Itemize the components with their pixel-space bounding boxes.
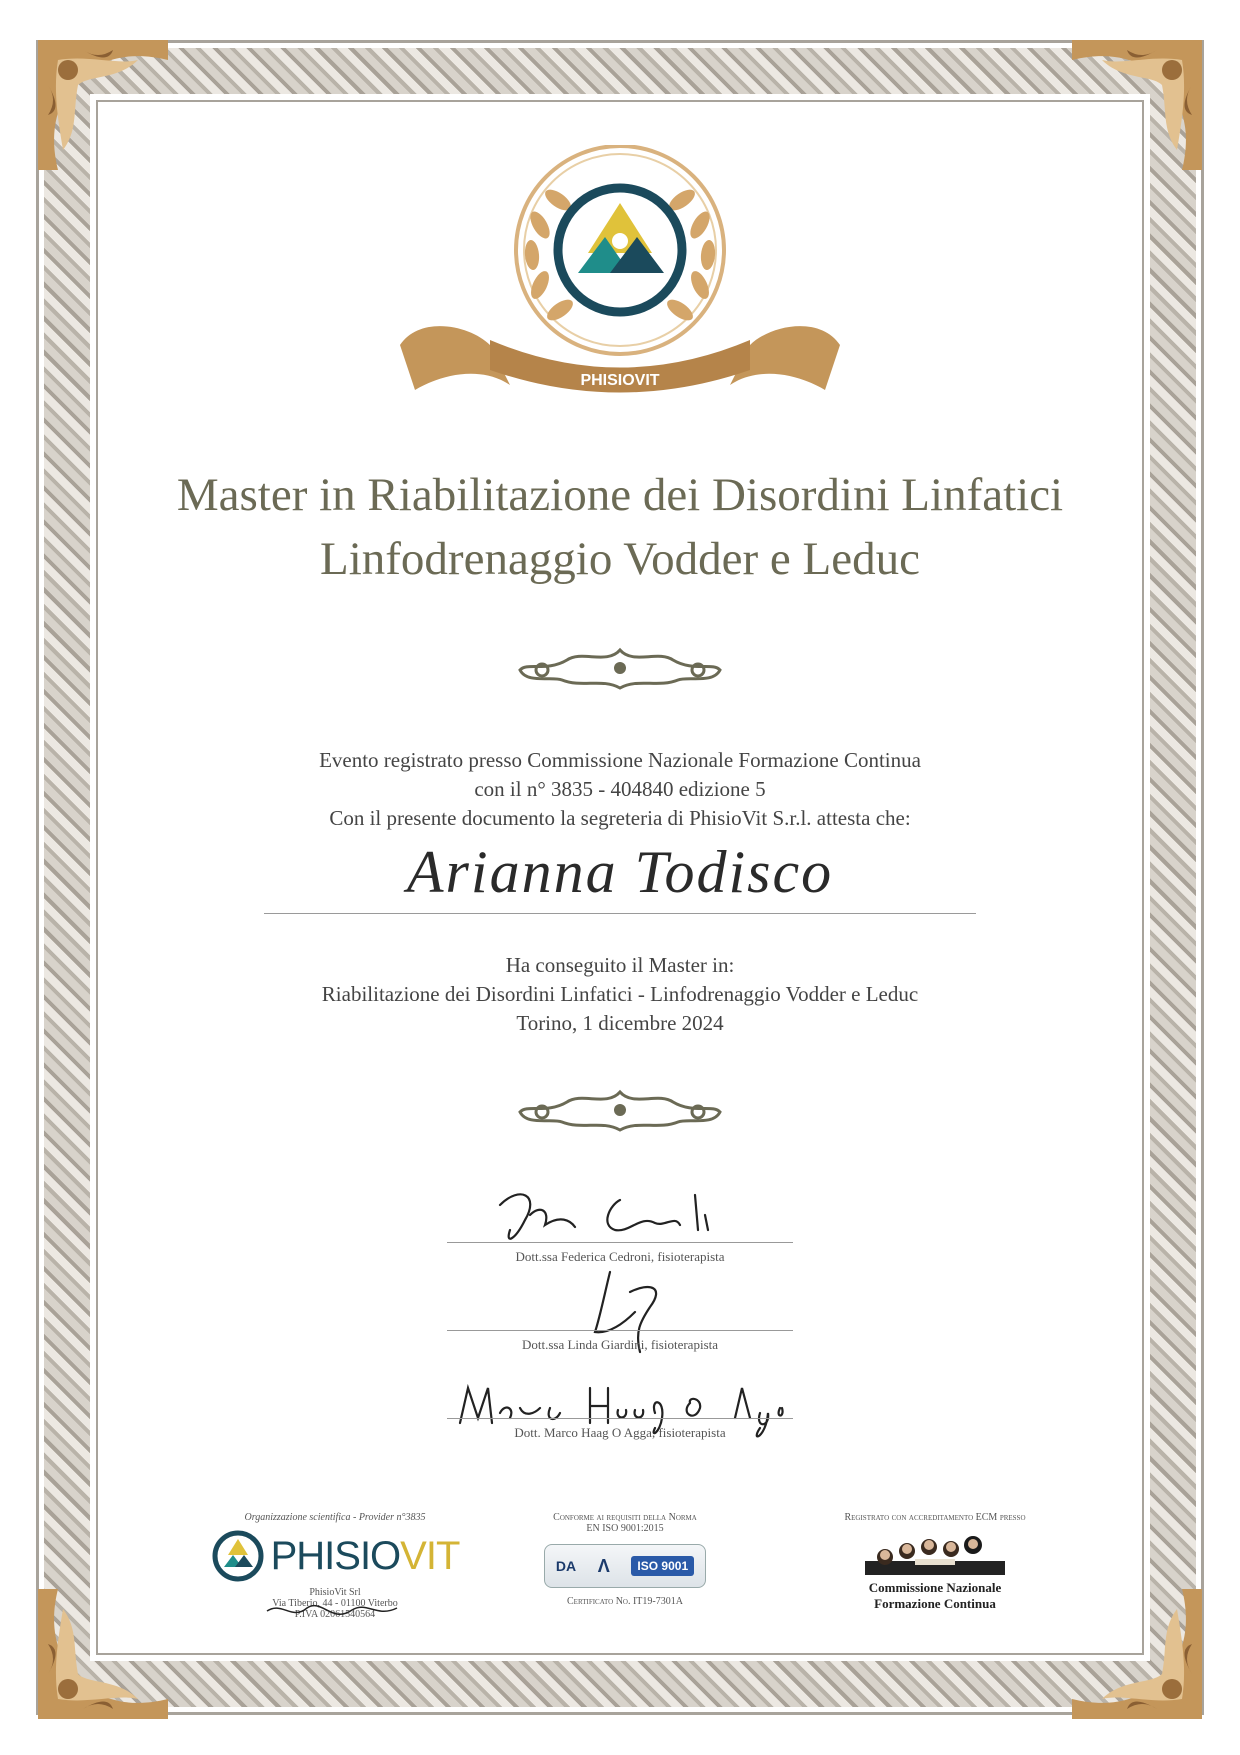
ornamental-divider-icon [512, 1082, 728, 1140]
brand-text: PHISIO [270, 1533, 401, 1578]
iso-badge-text: ISO 9001 [631, 1556, 694, 1576]
signature-line [447, 1330, 793, 1331]
company-name: PhisioVit Srl [309, 1587, 361, 1598]
signatory-name: Dott.ssa Linda Giardini, fisioterapista [521, 1337, 719, 1352]
ecm-org-line2: Formazione Continua [874, 1596, 996, 1611]
accredia-icon: Λ [597, 1555, 610, 1576]
signature-line [447, 1242, 793, 1243]
achievement-line: Riabilitazione dei Disordini Linfatici - Linfodrenaggio Vodder e Leduc [321, 982, 919, 1006]
ecm-painting-icon [865, 1531, 1005, 1575]
registration-line: Evento registrato presso Commissione Nazionale Formazione Continua [319, 748, 921, 772]
signatory-name: Dott.ssa Federica Cedroni, fisioterapista [515, 1249, 725, 1264]
ecm-caption: Registrato con accreditamento ECM presso [844, 1512, 1026, 1523]
corner-ornament-icon [28, 1579, 178, 1729]
certificate-title-line2: Linfodrenaggio Vodder e Leduc [320, 533, 920, 585]
signatory-name: Dott. Marco Haag O Agga, fisioterapista [514, 1425, 726, 1440]
iso-badge [544, 1544, 706, 1588]
da-certification-icon: DA [555, 1558, 577, 1574]
provider-caption: Organizzazione scientifica - Provider n°3835 [244, 1512, 426, 1523]
iso-standard: EN ISO 9001:2015 [586, 1523, 664, 1534]
phisiovit-logo [200, 1529, 470, 1583]
company-vat: P.IVA 02061540564 [294, 1609, 376, 1620]
corner-ornament-icon [28, 30, 178, 180]
registration-line: Con il presente documento la segreteria di PhisioVit S.r.l. attesta che: [329, 806, 911, 830]
footer-ecm [825, 1512, 1045, 1612]
achievement-info [100, 951, 1140, 1038]
achievement-line: Torino, 1 dicembre 2024 [516, 1011, 724, 1035]
signature-line [447, 1418, 793, 1419]
corner-ornament-icon [1062, 1579, 1212, 1729]
signatory-block [447, 1418, 793, 1441]
achievement-line: Ha conseguito il Master in: [505, 953, 735, 977]
footer-provider [200, 1512, 470, 1620]
recipient-underline [264, 913, 976, 914]
signatory-block [447, 1330, 793, 1353]
company-address: Via Tiberio, 44 - 01100 Viterbo [272, 1598, 398, 1609]
registration-line: con il n° 3835 - 404840 edizione 5 [474, 777, 766, 801]
recipient-name: Arianna Todisco [406, 839, 834, 905]
registration-info [100, 746, 1140, 833]
ornamental-divider-icon [512, 640, 728, 698]
stamp-signature [262, 1596, 402, 1626]
phisiovit-logo-icon [211, 1529, 265, 1583]
iso-certificate-number: Certificato No. IT19-7301A [567, 1596, 683, 1607]
ecm-org-line1: Commissione Nazionale [868, 1580, 1002, 1595]
phisiovit-seal [380, 145, 860, 415]
seal-ribbon-text: PHISIOVIT [580, 372, 660, 389]
corner-ornament-icon [1062, 30, 1212, 180]
footer-iso [530, 1512, 720, 1607]
iso-caption: Conforme ai requisiti della Norma [553, 1512, 697, 1523]
certificate-title-line1: Master in Riabilitazione dei Disordini Linfatici [176, 469, 1064, 521]
brand-text-accent: VIT [400, 1533, 460, 1578]
